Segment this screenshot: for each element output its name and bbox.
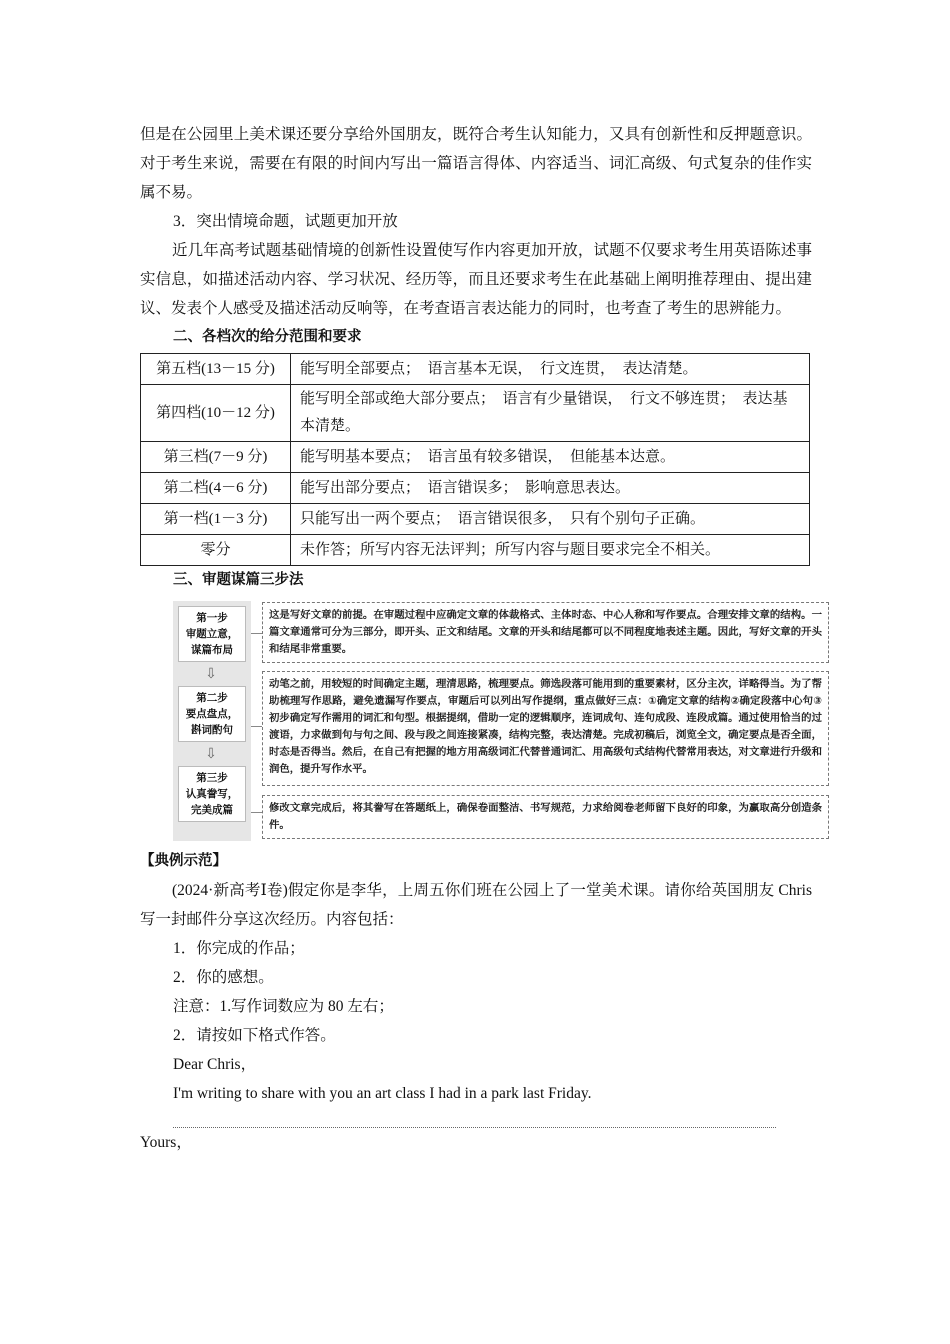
step2-line2: 斟词酌句: [191, 724, 233, 736]
level-cell: 第五档(13－15 分): [141, 354, 291, 385]
step3-line1: 认真誊写，: [185, 788, 239, 800]
step2-line1: 要点盘点，: [185, 708, 239, 720]
grading-table: [140, 353, 810, 566]
letter-salutation: Dear Chris，: [173, 1056, 257, 1073]
requirement-cell: 能写出部分要点； 语言错误多； 影响意思表达。: [291, 473, 810, 504]
step3-description: 修改文章完成后，将其誊写在答题纸上，确保卷面整洁、书写规范，力求给阅卷老师留下良好的印象，为赢取高分创造条件。: [262, 795, 829, 839]
step3-line2: 完美成篇: [191, 804, 233, 816]
table-row: [141, 442, 810, 473]
level-cell: 第二档(4－6 分): [141, 473, 291, 504]
step1-description: 这是写好文章的前提。在审题过程中应确定文章的体裁格式、主体时态、中心人称和写作要点。合理安排文章的结构。一篇文章通常可分为三部分，即开头、正文和结尾。文章的开头和结尾都可以不同程度地表述主题。因此，写好文章的开头和结尾非常重要。: [262, 602, 829, 663]
level-cell: 第四档(10－12 分): [141, 385, 291, 442]
connector-line: [251, 633, 262, 634]
step1-line2: 谋篇布局: [191, 644, 233, 656]
requirement-cell: 能写明全部要点； 语言基本无误， 行文连贯， 表达清楚。: [291, 354, 810, 385]
connector-line: [251, 726, 262, 727]
section3-heading: 三、审题谋篇三步法: [173, 572, 304, 588]
letter-closing: Yours，: [140, 1134, 192, 1151]
example-item-2: 2．你的感想。: [173, 969, 274, 986]
three-step-diagram: [173, 601, 843, 841]
example-item-1: 1．你完成的作品；: [173, 940, 305, 957]
point3-heading: 3．突出情境命题，试题更加开放: [173, 213, 398, 230]
section2-heading: 二、各档次的给分范围和要求: [173, 329, 362, 345]
point3-paragraph: 近几年高考试题基础情境的创新性设置使写作内容更加开放，试题不仅要求考生用英语陈述事实信息，如描述活动内容、学习状况、经历等，而且还要求考生在此基础上阐明推荐理由、提出建议、发表个人感受及描述活动反响等，在考查语言表达能力的同时，也考查了考生的思辨能力。: [140, 242, 812, 317]
table-row: [141, 354, 810, 385]
example-note-1: 注意：1.写作词数应为 80 左右；: [173, 998, 394, 1015]
requirement-cell: 能写明全部或绝大部分要点； 语言有少量错误， 行文不够连贯； 表达基本清楚。: [291, 385, 810, 442]
table-row: [141, 504, 810, 535]
letter-opening: I'm writing to share with you an art class I had in a park last Friday.: [173, 1085, 592, 1102]
step1-box: [178, 606, 246, 662]
page-content: [140, 120, 822, 1157]
intro-paragraph: 但是在公园里上美术课还要分享给外国朋友，既符合考生认知能力，又具有创新性和反押题意识。对于考生来说，需要在有限的时间内写出一篇语言得体、内容适当、词汇高级、句式复杂的佳作实属不易。: [140, 126, 812, 201]
step3-title: 第三步: [196, 772, 228, 784]
down-arrow-icon: ⇩: [205, 666, 217, 682]
requirement-cell: 能写明基本要点； 语言虽有较多错误， 但能基本达意。: [291, 442, 810, 473]
step1-title: 第一步: [196, 612, 228, 624]
example-note-2: 2．请按如下格式作答。: [173, 1027, 336, 1044]
table-row: [141, 535, 810, 566]
example-prompt: (2024·新高考Ⅰ卷)假定你是李华，上周五你们班在公园上了一堂美术课。请你给英国朋友 Chris 写一封邮件分享这次经历。内容包括：: [140, 882, 812, 928]
connector-line: [251, 812, 262, 813]
step2-title: 第二步: [196, 692, 228, 704]
requirement-cell: 未作答；所写内容无法评判；所写内容与题目要求完全不相关。: [291, 535, 810, 566]
level-cell: 零分: [141, 535, 291, 566]
level-cell: 第三档(7－9 分): [141, 442, 291, 473]
step1-line1: 审题立意，: [185, 628, 239, 640]
down-arrow-icon: ⇩: [205, 746, 217, 762]
example-title: 【典例示范】: [140, 853, 227, 869]
requirement-cell: 只能写出一两个要点； 语言错误很多， 只有个别句子正确。: [291, 504, 810, 535]
step2-box: [178, 686, 246, 742]
step3-box: [178, 766, 246, 822]
step2-description: 动笔之前，用较短的时间确定主题，理清思路，梳理要点。筛选段落可能用到的重要素材，区分主次，详略得当。为了帮助梳理写作思路，避免遗漏写作要点，审题后可以列出写作提纲，重点做好三点：①确定文章的结构②确定段落中心句③初步确定写作需用的词汇和句型。根据提纲，借助一定的逻辑顺序，连词成句、连句成段、连段成篇。通过使用恰当的过渡语，力求做到句与句之间、段与段之间连接紧凑，结构完整，表达清楚。完成初稿后，浏览全文，确定要点是否全面，时态是否得当。然后，在自己有把握的地方用高级词汇代替普通词汇、用高级句式结构代替常用表达，对文章进行升级和润色，提升写作水平。: [262, 671, 829, 786]
table-row: [141, 385, 810, 442]
table-row: [141, 473, 810, 504]
level-cell: 第一档(1－3 分): [141, 504, 291, 535]
